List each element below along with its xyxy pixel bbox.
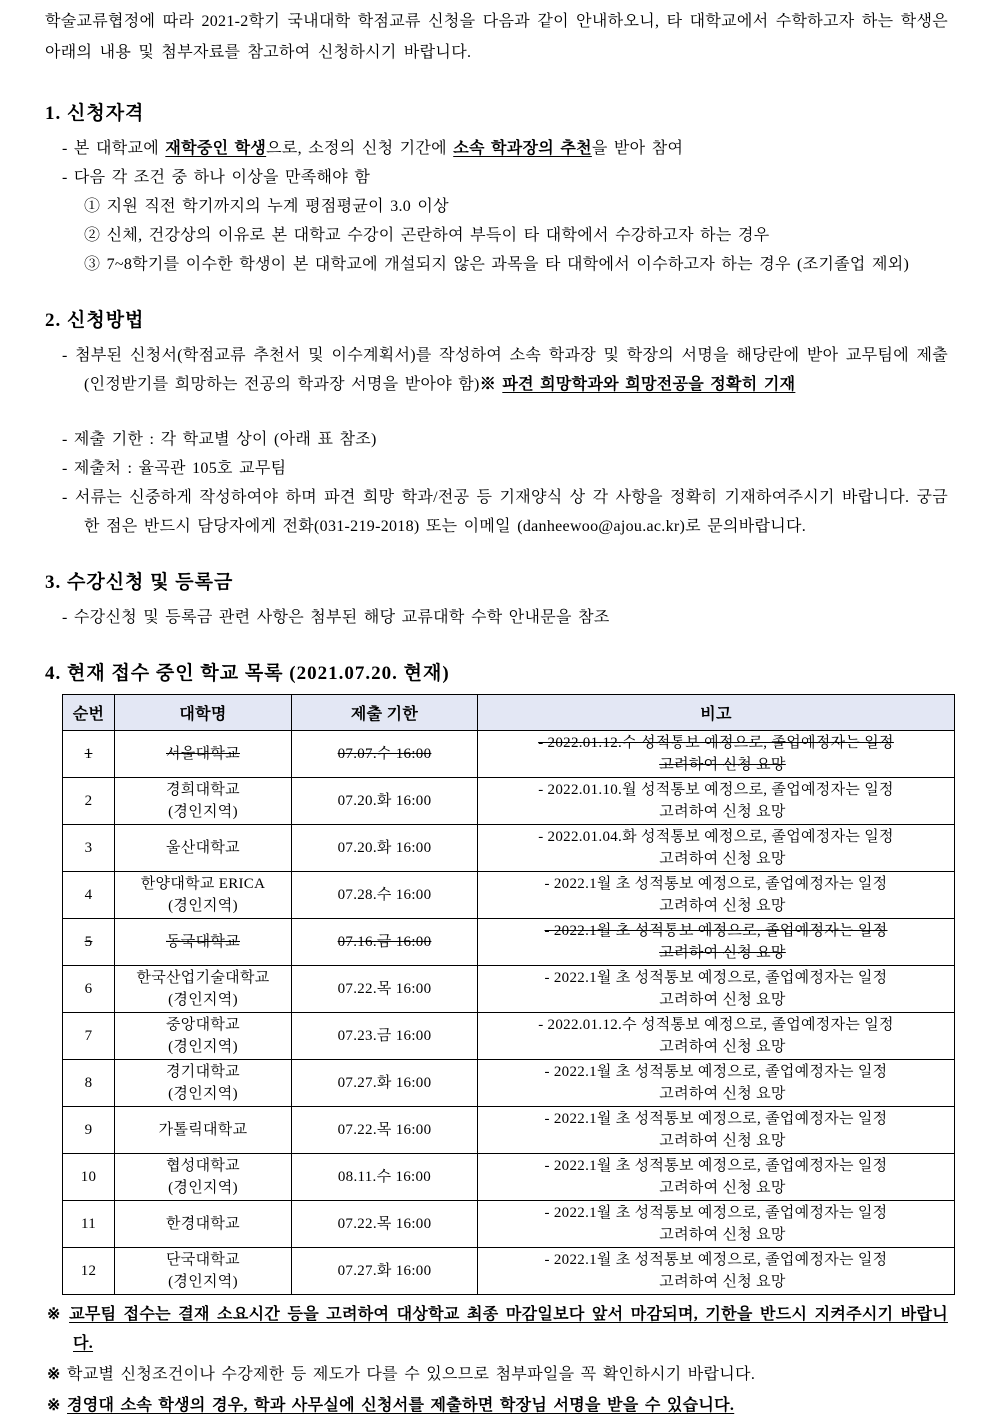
- cell-no: 3: [63, 825, 115, 872]
- cell-remark: [478, 1013, 955, 1060]
- cell-remark: [478, 778, 955, 825]
- university-name: 경희대학교: [166, 782, 240, 798]
- university-region: (경인지역): [168, 1086, 238, 1102]
- university-name: 동국대학교: [166, 934, 240, 950]
- qualification-item-2: - 다음 각 조건 중 하나 이상을 만족해야 함: [62, 169, 371, 186]
- remark-line-2: 고려하여 신청 요망: [659, 1086, 786, 1102]
- section-3-heading: 3. 수강신청 및 등록금: [45, 572, 234, 593]
- intro-paragraph: 학술교류협정에 따라 2021-2학기 국내대학 학점교류 신청을 다음과 같이 안내하오니, 타 대학교에서 수학하고자 하는 학생은 아래의 내용 및 첨부자료를 참고하여 신청하시기 바랍니다.: [45, 13, 948, 61]
- cell-no: 2: [63, 778, 115, 825]
- condition-subitem-3: ③ 7~8학기를 이수한 학생이 본 대학교에 개설되지 않은 과목을 타 대학에서 이수하고자 하는 경우 (조기졸업 제외): [84, 256, 910, 273]
- table-row: [63, 778, 955, 825]
- section-application-method: [45, 305, 948, 541]
- section-qualification: [45, 98, 948, 279]
- university-region: (경인지역): [168, 898, 238, 914]
- footer-note: [47, 1391, 948, 1420]
- remark-line-1: - 2022.01.10.월 성적통보 예정으로, 졸업예정자는 일정: [538, 782, 894, 798]
- table-row: [63, 1248, 955, 1295]
- university-name: 경기대학교: [166, 1064, 240, 1080]
- method-item-2: - 제출 기한 : 각 학교별 상이 (아래 표 참조): [62, 431, 377, 448]
- table-row: [63, 1201, 955, 1248]
- university-name: 울산대학교: [166, 840, 240, 856]
- cell-remark: [478, 872, 955, 919]
- emphasized-text: 파견 희망학과와 희망전공을 정확히 기재: [502, 376, 796, 393]
- condition-subitem-2: ② 신체, 건강상의 이유로 본 대학교 수강이 곤란하여 부득이 타 대학에서 수강하고자 하는 경우: [84, 227, 770, 244]
- emphasized-text: 재학중인 학생: [165, 140, 267, 157]
- cell-deadline: 07.27.화 16:00: [292, 1248, 478, 1295]
- cell-university: [115, 1201, 292, 1248]
- note-text: 교무팀 접수는 결재 소요시간 등을 고려하여 대상학교 최종 마감일보다 앞서 마감되며, 기한을 반드시 지켜주시기 바랍니다.: [69, 1306, 948, 1352]
- item-text: - 본 대학교에: [62, 140, 166, 157]
- section-1-heading: 1. 신청자격: [45, 103, 145, 124]
- exchange-table-body: [63, 731, 955, 1295]
- cell-deadline: 07.23.금 16:00: [292, 1013, 478, 1060]
- cell-no: 10: [63, 1154, 115, 1201]
- cell-no: 1: [63, 731, 115, 778]
- section-school-list: [45, 658, 948, 1295]
- note-text: 경영대 소속 학생의 경우, 학과 사무실에 신청서를 제출하면 학장님 서명을 받을 수 있습니다.: [67, 1397, 735, 1414]
- table-row: [63, 1060, 955, 1107]
- remark-line-2: 고려하여 신청 요망: [659, 757, 786, 773]
- cell-no: 8: [63, 1060, 115, 1107]
- cell-university: [115, 1248, 292, 1295]
- column-header-remark: 비고: [478, 695, 955, 731]
- remark-line-1: - 2022.01.12.수 성적통보 예정으로, 졸업예정자는 일정: [538, 735, 894, 751]
- remark-line-2: 고려하여 신청 요망: [659, 1274, 786, 1290]
- remark-line-2: 고려하여 신청 요망: [659, 992, 786, 1008]
- table-row: [63, 1154, 955, 1201]
- cell-remark: [478, 1201, 955, 1248]
- remark-line-1: - 2022.01.12.수 성적통보 예정으로, 졸업예정자는 일정: [538, 1017, 894, 1033]
- cell-deadline: 07.28.수 16:00: [292, 872, 478, 919]
- cell-remark: [478, 966, 955, 1013]
- remark-line-2: 고려하여 신청 요망: [659, 945, 786, 961]
- footer-notes: [47, 1300, 948, 1420]
- cell-remark: [478, 919, 955, 966]
- remark-line-1: - 2022.1월 초 성적통보 예정으로, 졸업예정자는 일정: [544, 970, 888, 986]
- section-2-heading: 2. 신청방법: [45, 310, 145, 331]
- method-item-1: [45, 341, 948, 399]
- cell-remark: [478, 1154, 955, 1201]
- item-text: 을 받아 참여: [591, 140, 684, 157]
- remark-line-2: 고려하여 신청 요망: [659, 1227, 786, 1243]
- cell-deadline: 07.20.화 16:00: [292, 778, 478, 825]
- item-text: - 첨부된 신청서(학점교류 추천서 및 이수계획서)를 작성하여 소속 학과장 및 학장의 서명을 해당란에 받아 교무팀에 제출 (인정받기를 희망하는 전공의 학과장 서명을 받아야 함): [62, 347, 948, 393]
- remark-line-1: - 2022.1월 초 성적통보 예정으로, 졸업예정자는 일정: [544, 1205, 888, 1221]
- cell-remark: [478, 1107, 955, 1154]
- cell-deadline: 08.11.수 16:00: [292, 1154, 478, 1201]
- cell-university: [115, 1013, 292, 1060]
- remark-line-1: - 2022.01.04.화 성적통보 예정으로, 졸업예정자는 일정: [538, 829, 894, 845]
- column-header-no: 순번: [63, 695, 115, 731]
- remark-line-1: - 2022.1월 초 성적통보 예정으로, 졸업예정자는 일정: [544, 876, 888, 892]
- table-row: [63, 919, 955, 966]
- remark-line-2: 고려하여 신청 요망: [659, 851, 786, 867]
- cell-remark: [478, 731, 955, 778]
- university-name: 협성대학교: [166, 1158, 240, 1174]
- university-region: (경인지역): [168, 1274, 238, 1290]
- remark-line-1: - 2022.1월 초 성적통보 예정으로, 졸업예정자는 일정: [544, 1158, 888, 1174]
- remark-line-2: 고려하여 신청 요망: [659, 1133, 786, 1149]
- remark-line-1: - 2022.1월 초 성적통보 예정으로, 졸업예정자는 일정: [544, 1111, 888, 1127]
- qualification-item-1: [45, 134, 948, 163]
- university-name: 한국산업기술대학교: [136, 970, 270, 986]
- cell-deadline: 07.22.목 16:00: [292, 1107, 478, 1154]
- note-text: 학교별 신청조건이나 수강제한 등 제도가 다를 수 있으므로 첨부파일을 꼭 확인하시기 바랍니다.: [67, 1366, 756, 1383]
- cell-remark: [478, 1060, 955, 1107]
- note-marker: ※: [47, 1366, 61, 1383]
- registration-item-1: - 수강신청 및 등록금 관련 사항은 첨부된 해당 교류대학 수학 안내문을 참조: [62, 609, 610, 626]
- university-name: 단국대학교: [166, 1252, 240, 1268]
- reference-mark: ※: [479, 376, 503, 393]
- table-row: [63, 1107, 955, 1154]
- table-row: [63, 966, 955, 1013]
- cell-university: [115, 1107, 292, 1154]
- cell-deadline: 07.27.화 16:00: [292, 1060, 478, 1107]
- footer-note: [47, 1360, 948, 1389]
- table-row: [63, 731, 955, 778]
- university-region: (경인지역): [168, 804, 238, 820]
- cell-no: 9: [63, 1107, 115, 1154]
- cell-deadline: 07.20.화 16:00: [292, 825, 478, 872]
- university-name: 중앙대학교: [166, 1017, 240, 1033]
- cell-deadline: 07.22.목 16:00: [292, 966, 478, 1013]
- university-region: (경인지역): [168, 1039, 238, 1055]
- method-item-3: - 제출처 : 율곡관 105호 교무팀: [62, 460, 287, 477]
- footer-note: [47, 1300, 948, 1358]
- university-name: 한양대학교 ERICA: [140, 876, 266, 892]
- cell-no: 7: [63, 1013, 115, 1060]
- table-header-row: [63, 695, 955, 731]
- cell-no: 6: [63, 966, 115, 1013]
- university-region: (경인지역): [168, 1180, 238, 1196]
- section-registration: [45, 567, 948, 632]
- cell-university: [115, 1154, 292, 1201]
- cell-deadline: 07.22.목 16:00: [292, 1201, 478, 1248]
- remark-line-1: - 2022.1월 초 성적통보 예정으로, 졸업예정자는 일정: [544, 1252, 888, 1268]
- remark-line-2: 고려하여 신청 요망: [659, 1039, 786, 1055]
- cell-remark: [478, 1248, 955, 1295]
- cell-university: [115, 966, 292, 1013]
- remark-line-2: 고려하여 신청 요망: [659, 804, 786, 820]
- cell-university: [115, 778, 292, 825]
- cell-university: [115, 731, 292, 778]
- remark-line-2: 고려하여 신청 요망: [659, 898, 786, 914]
- cell-no: 12: [63, 1248, 115, 1295]
- remark-line-1: - 2022.1월 초 성적통보 예정으로, 졸업예정자는 일정: [544, 923, 888, 939]
- table-row: [63, 825, 955, 872]
- cell-remark: [478, 825, 955, 872]
- table-row: [63, 872, 955, 919]
- remark-line-2: 고려하여 신청 요망: [659, 1180, 786, 1196]
- condition-subitem-1: ① 지원 직전 학기까지의 누계 평점평균이 3.0 이상: [84, 198, 449, 215]
- cell-no: 11: [63, 1201, 115, 1248]
- cell-no: 4: [63, 872, 115, 919]
- exchange-school-table: [62, 694, 955, 1295]
- item-text: 으로, 소정의 신청 기간에: [266, 140, 454, 157]
- cell-deadline: 07.16.금 16:00: [292, 919, 478, 966]
- cell-deadline: 07.07.수 16:00: [292, 731, 478, 778]
- note-marker: ※: [47, 1397, 61, 1414]
- note-marker: ※: [47, 1306, 62, 1323]
- method-item-4: - 서류는 신중하게 작성하여야 하며 파견 희망 학과/전공 등 기재양식 상 각 사항을 정확히 기재하여주시기 바랍니다. 궁금한 점은 반드시 담당자에게 전화(031-219-2018) 또는 이메일 (danheewoo@ajou.ac.kr)로 문의바랍니다.: [62, 489, 948, 535]
- column-header-deadline: 제출 기한: [292, 695, 478, 731]
- cell-university: [115, 919, 292, 966]
- university-region: (경인지역): [168, 992, 238, 1008]
- cell-university: [115, 872, 292, 919]
- cell-university: [115, 825, 292, 872]
- section-4-heading: 4. 현재 접수 중인 학교 목록 (2021.07.20. 현재): [45, 663, 450, 684]
- university-name: 한경대학교: [166, 1216, 240, 1232]
- university-name: 서울대학교: [166, 746, 240, 762]
- remark-line-1: - 2022.1월 초 성적통보 예정으로, 졸업예정자는 일정: [544, 1064, 888, 1080]
- cell-university: [115, 1060, 292, 1107]
- table-row: [63, 1013, 955, 1060]
- university-name: 가톨릭대학교: [158, 1122, 248, 1138]
- column-header-university: 대학명: [115, 695, 292, 731]
- cell-no: 5: [63, 919, 115, 966]
- emphasized-text: 소속 학과장의 추천: [453, 140, 592, 157]
